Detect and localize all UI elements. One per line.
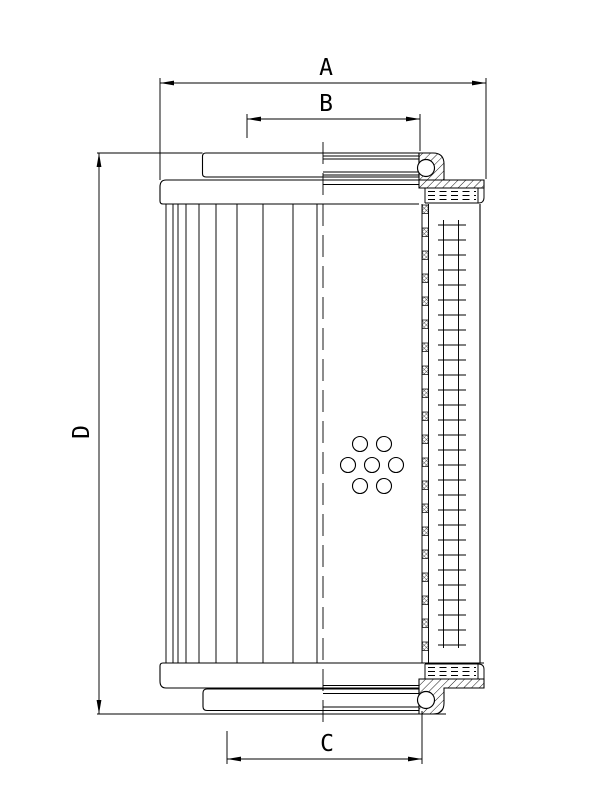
core-perforation-square — [422, 619, 428, 628]
perforation-hole — [389, 458, 404, 473]
core-perforation-square — [422, 205, 428, 214]
core-perforation-square — [422, 343, 428, 352]
top-o-ring — [418, 160, 435, 177]
core-perforation-square — [422, 251, 428, 260]
core-perforation-square — [422, 274, 428, 283]
core-perforation-square — [422, 366, 428, 375]
core-perforation-square — [422, 297, 428, 306]
core-perforation-square — [422, 504, 428, 513]
core-perforation-square — [422, 228, 428, 237]
bottom-o-ring — [418, 692, 435, 709]
core-perforation-square — [422, 320, 428, 329]
core-perforation-square — [422, 435, 428, 444]
dim-d-label: D — [69, 425, 95, 439]
perforation-hole — [365, 458, 380, 473]
core-perforation-square — [422, 642, 428, 651]
perforation-hole — [341, 458, 356, 473]
core-perforation-square — [422, 481, 428, 490]
core-perforation-square — [422, 527, 428, 536]
dim-b-label: B — [319, 91, 333, 117]
core-perforation-square — [422, 458, 428, 467]
perforation-hole — [377, 437, 392, 452]
core-perforation-square — [422, 596, 428, 605]
core-perforation-square — [422, 412, 428, 421]
perforation-hole — [353, 479, 368, 494]
core-perforation-square — [422, 550, 428, 559]
dim-a-label: A — [319, 55, 333, 81]
core-perforation-square — [422, 573, 428, 582]
perforation-hole — [377, 479, 392, 494]
core-perforation-square — [422, 389, 428, 398]
dim-c-label: C — [320, 731, 334, 757]
perforation-hole — [353, 437, 368, 452]
